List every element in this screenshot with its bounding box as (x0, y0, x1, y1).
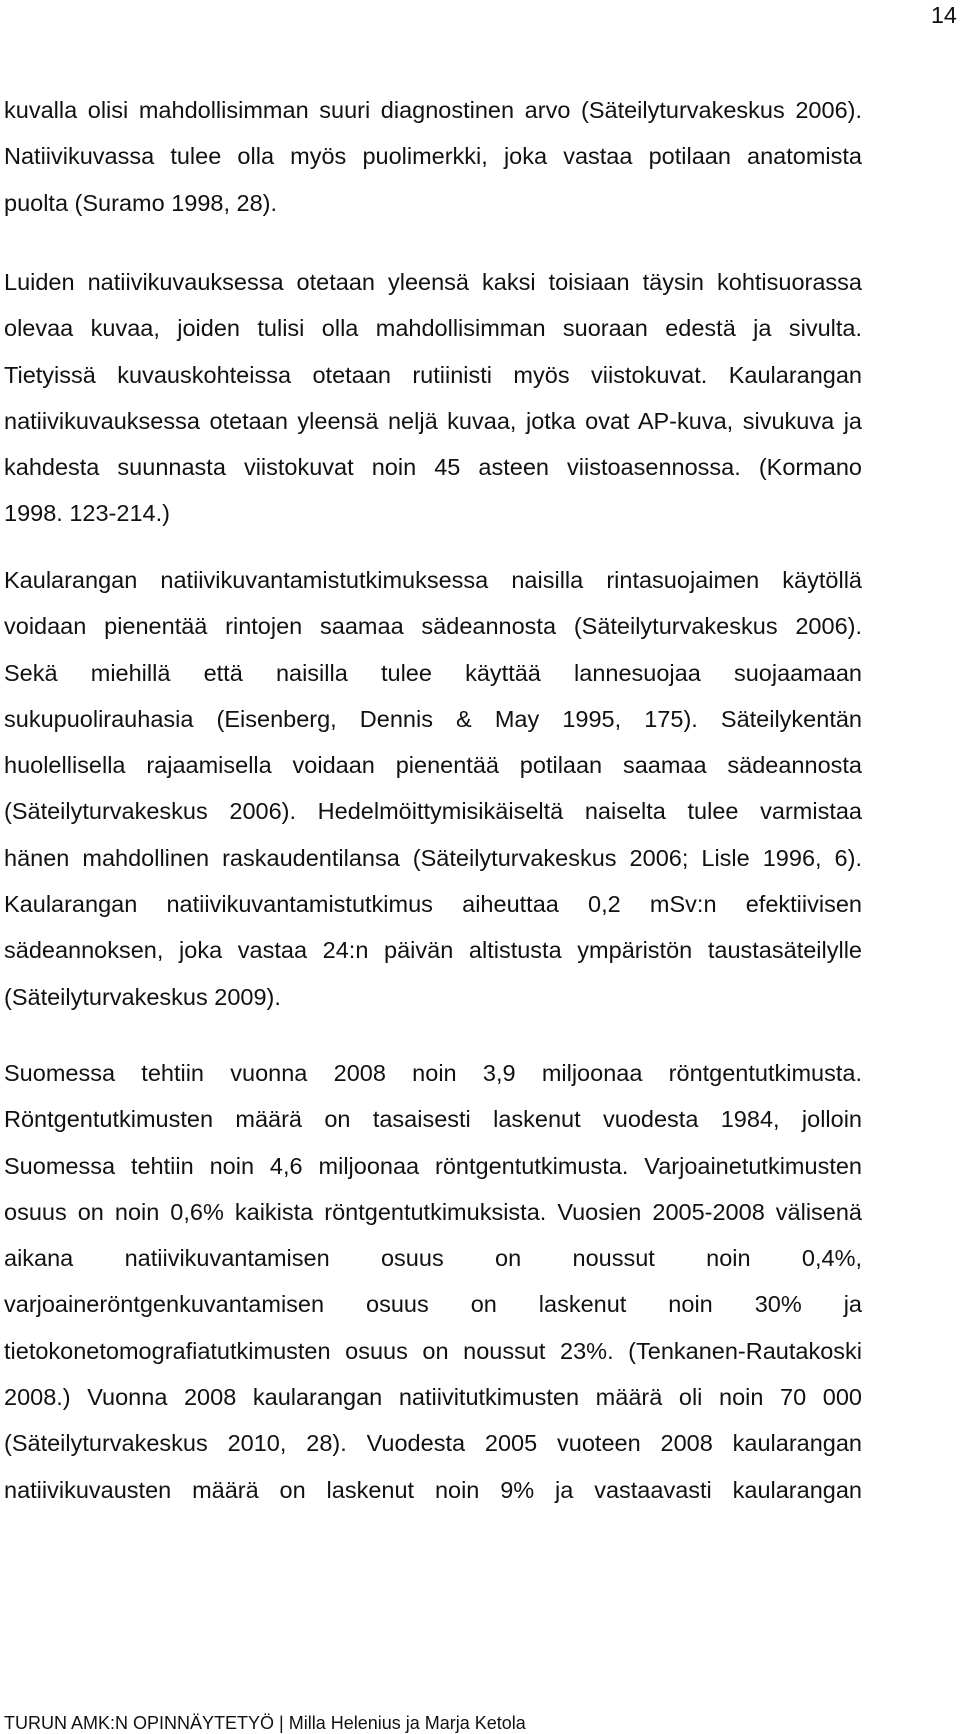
text-line: kuvalla olisi mahdollisimman suuri diagnostinen arvo (Säteilyturvakeskus 2006). (4, 97, 862, 123)
text-line: Kaularangan natiivikuvantamistutkimuksessa naisilla rintasuojaimen käytöllä (4, 567, 862, 593)
text-line: natiivikuvausten määrä on laskenut noin 9% ja vastaavasti kaularangan (4, 1476, 862, 1503)
text-line: Natiivikuvassa tulee olla myös puolimerkki, joka vastaa potilaan anatomista (4, 143, 862, 170)
paragraph-3 (4, 557, 862, 1020)
text-line: puolta (Suramo 1998, 28). (4, 189, 278, 216)
text-line: voidaan pienentää rintojen saamaa sädeannosta (Säteilyturvakeskus 2006). (4, 613, 862, 640)
text-line: hänen mahdollinen raskaudentilansa (Säteilyturvakeskus 2006; Lisle 1996, 6). (4, 844, 862, 871)
text-line: sädeannoksen, joka vastaa 24:n päivän altistusta ympäristön taustasäteilylle (4, 937, 862, 964)
page-number: 14 (930, 2, 957, 28)
text-line: 2008.) Vuonna 2008 kaularangan natiivitutkimusten määrä oli noin 70 000 (4, 1384, 862, 1411)
text-line: (Säteilyturvakeskus 2009). (4, 983, 281, 1010)
text-line: huolellisella rajaamisella voidaan pienentää potilaan saamaa sädeannosta (4, 752, 862, 779)
text-line: varjoaineröntgenkuvantamisen osuus on laskenut noin 30% ja (4, 1291, 862, 1318)
paragraph-2 (4, 259, 862, 537)
text-line: Sekä miehillä että naisilla tulee käyttää lannesuojaa suojaamaan (4, 659, 862, 686)
text-line: tietokonetomografiatutkimusten osuus on noussut 23%. (Tenkanen-Rautakoski (4, 1337, 862, 1364)
paragraph-1 (4, 87, 862, 226)
text-line: (Säteilyturvakeskus 2006). Hedelmöittymisikäiseltä naiselta tulee varmistaa (4, 798, 862, 825)
text-line: sukupuolirauhasia (Eisenberg, Dennis & May 1995, 175). Säteilykentän (4, 705, 862, 732)
paragraph-4 (4, 1050, 862, 1513)
text-line: aikana natiivikuvantamisen osuus on noussut noin 0,4%, (4, 1245, 862, 1272)
text-line: (Säteilyturvakeskus 2010, 28). Vuodesta 2005 vuoteen 2008 kaularangan (4, 1430, 862, 1457)
text-line: Luiden natiivikuvauksessa otetaan yleensä kaksi toisiaan täysin kohtisuorassa (4, 269, 862, 295)
text-line: Suomessa tehtiin vuonna 2008 noin 3,9 miljoonaa röntgentutkimusta. (4, 1060, 862, 1086)
text-line: kahdesta suunnasta viistokuvat noin 45 asteen viistoasennossa. (Kormano (4, 454, 862, 481)
text-line: Tietyissä kuvauskohteissa otetaan rutiinisti myös viistokuvat. Kaularangan (4, 361, 862, 388)
text-line: natiivikuvauksessa otetaan yleensä neljä kuvaa, jotka ovat AP-kuva, sivukuva ja (4, 407, 862, 434)
text-line: 1998. 123-214.) (4, 500, 170, 527)
text-line: Röntgentutkimusten määrä on tasaisesti laskenut vuodesta 1984, jolloin (4, 1106, 862, 1133)
text-line: Suomessa tehtiin noin 4,6 miljoonaa röntgentutkimusta. Varjoainetutkimusten (4, 1152, 862, 1179)
text-line: olevaa kuvaa, joiden tulisi olla mahdollisimman suoraan edestä ja sivulta. (4, 315, 862, 342)
text-line: Kaularangan natiivikuvantamistutkimus aiheuttaa 0,2 mSv:n efektiivisen (4, 891, 862, 918)
page-footer: TURUN AMK:N OPINNÄYTETYÖ | Milla Helenius ja Marja Ketola (4, 1713, 526, 1733)
text-line: osuus on noin 0,6% kaikista röntgentutkimuksista. Vuosien 2005-2008 välisenä (4, 1198, 862, 1225)
